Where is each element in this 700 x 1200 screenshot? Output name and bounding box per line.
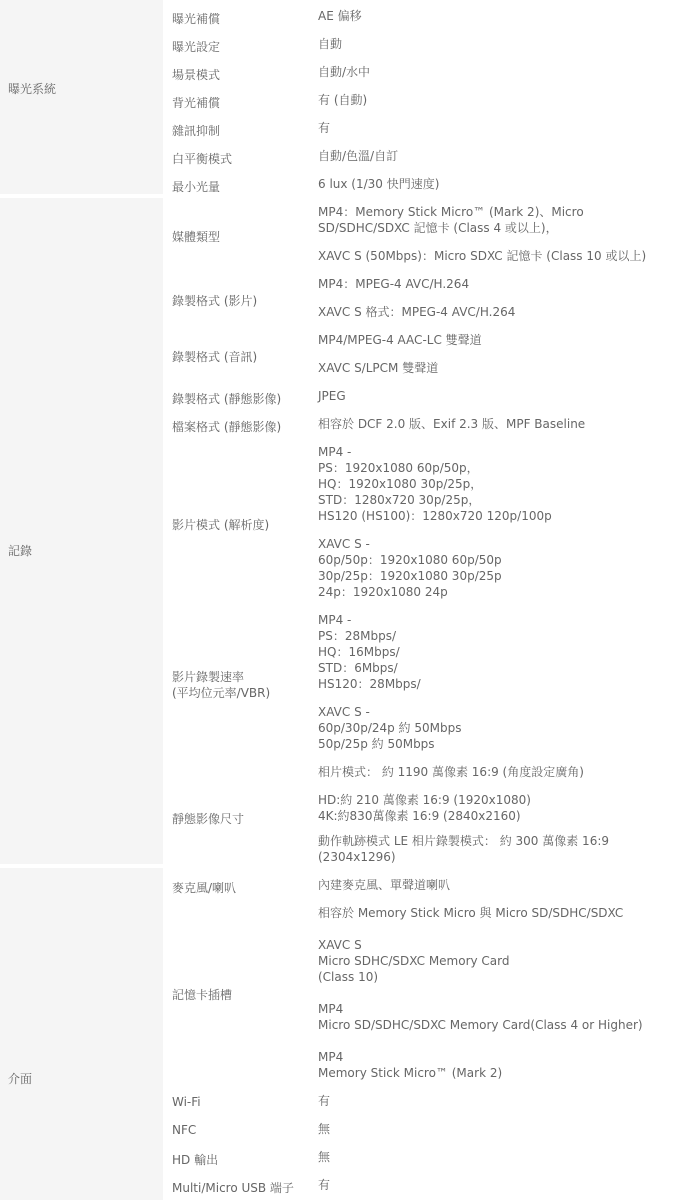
spec-value-line: XAVC S (318, 938, 362, 952)
spec-value-line: XAVC S - (318, 705, 370, 719)
spec-value-line: 30p/25p：1920x1080 30p/25p (318, 569, 502, 583)
spec-name: 靜態影像尺寸 (172, 812, 245, 826)
spec-value-line: PS：28Mbps/ (318, 629, 397, 643)
category-label-interface: 介面 (8, 1072, 33, 1086)
spec-value: 自動/水中 (318, 65, 371, 79)
spec-value-line: HS120 (HS100)：1280x720 120p/100p (318, 509, 552, 523)
spec-name: 白平衡模式 (172, 152, 233, 166)
category-cell-interface (0, 868, 163, 1200)
spec-name: Multi/Micro USB 端子 (172, 1181, 294, 1195)
spec-value: AE 偏移 (318, 9, 362, 23)
spec-value: 有 (318, 1178, 331, 1192)
category-label-exposure: 曝光系統 (8, 82, 57, 96)
spec-value: 6 lux (1/30 快門速度) (318, 177, 440, 191)
spec-value-line: 24p：1920x1080 24p (318, 585, 448, 599)
spec-value-line: XAVC S/LPCM 雙聲道 (318, 361, 439, 375)
spec-value-line: 50p/25p 約 50Mbps (318, 737, 435, 751)
spec-value-line: 60p/30p/24p 約 50Mbps (318, 721, 462, 735)
spec-name-line: (平均位元率/VBR) (172, 686, 271, 700)
spec-value-line: MP4：MPEG-4 AVC/H.264 (318, 277, 470, 291)
spec-name: 最小光量 (172, 180, 221, 194)
spec-value: JPEG (318, 389, 346, 403)
spec-value-line: Micro SD/SDHC/SDXC Memory Card(Class 4 or Higher) (318, 1018, 643, 1032)
spec-value-line: (Class 10) (318, 970, 379, 984)
spec-value-line: 相片模式： 約 1190 萬像素 16:9 (角度設定廣角) (318, 765, 584, 779)
category-cell-exposure (0, 0, 163, 194)
spec-name: NFC (172, 1123, 197, 1137)
spec-name: Wi-Fi (172, 1095, 201, 1109)
spec-value: 內建麥克風、單聲道喇叭 (318, 878, 451, 892)
spec-value-line: MP4 - (318, 613, 352, 627)
spec-name: 檔案格式 (靜態影像) (172, 420, 282, 434)
spec-value-line: Memory Stick Micro™ (Mark 2) (318, 1066, 503, 1080)
spec-name: 影片模式 (解析度) (172, 518, 270, 532)
spec-value-line: MP4 - (318, 445, 352, 459)
spec-name: 曝光設定 (172, 40, 221, 54)
spec-value-line: HS120：28Mbps/ (318, 677, 421, 691)
spec-value-line: SD/SDHC/SDXC 記憶卡 (Class 4 或以上)， (318, 221, 558, 235)
spec-value: 有 (318, 1094, 331, 1108)
spec-value-line: HQ：1920x1080 30p/25p， (318, 477, 483, 491)
spec-name: 麥克風/喇叭 (172, 881, 237, 895)
spec-value: 相容於 DCF 2.0 版、Exif 2.3 版、MPF Baseline (318, 417, 586, 431)
spec-value-line: MP4/MPEG-4 AAC-LC 雙聲道 (318, 333, 482, 347)
spec-name: 錄製格式 (音訊) (172, 350, 258, 364)
category-cell-recording (0, 198, 163, 864)
spec-value-line: 動作軌跡模式 LE 相片錄製模式： 約 300 萬像素 16:9 (318, 834, 610, 848)
spec-value: 無 (318, 1122, 331, 1136)
spec-value-line: MP4 (318, 1050, 344, 1064)
spec-name: 場景模式 (172, 68, 221, 82)
spec-value: 有 (自動) (318, 93, 368, 107)
spec-value-line: PS：1920x1080 60p/50p， (318, 461, 479, 475)
spec-value-line: XAVC S (50Mbps)：Micro SDXC 記憶卡 (Class 10 或以上) (318, 249, 647, 263)
spec-name: 錄製格式 (靜態影像) (172, 392, 282, 406)
spec-value-line: MP4：Memory Stick Micro™ (Mark 2)、Micro (318, 205, 584, 219)
spec-name: 記憶卡插槽 (172, 988, 233, 1002)
spec-value: 自動 (318, 37, 343, 51)
spec-value-line: 4K:約830萬像素 16:9 (2840x2160) (318, 809, 521, 823)
spec-name: 媒體類型 (172, 230, 221, 244)
spec-name: 錄製格式 (影片) (172, 294, 258, 308)
spec-value-line: Micro SDHC/SDXC Memory Card (318, 954, 510, 968)
spec-value: 自動/色溫/自訂 (318, 149, 399, 163)
spec-value-line: HD:約 210 萬像素 16:9 (1920x1080) (318, 793, 531, 807)
spec-value-line: 相容於 Memory Stick Micro 與 Micro SD/SDHC/SDXC (318, 906, 624, 920)
spec-value-line: HQ：16Mbps/ (318, 645, 400, 659)
spec-name: 曝光補償 (172, 12, 221, 26)
spec-value: 無 (318, 1150, 331, 1164)
spec-value-line: 60p/50p：1920x1080 60p/50p (318, 553, 502, 567)
spec-name: HD 輸出 (172, 1153, 219, 1167)
spec-value-line: (2304x1296) (318, 850, 396, 864)
spec-value-line: MP4 (318, 1002, 344, 1016)
spec-value: 有 (318, 121, 331, 135)
spec-name: 雜訊抑制 (172, 124, 221, 138)
spec-value-line: STD：1280x720 30p/25p， (318, 493, 481, 507)
spec-value-line: STD：6Mbps/ (318, 661, 398, 675)
spec-value-line: XAVC S 格式：MPEG-4 AVC/H.264 (318, 305, 516, 319)
spec-name-line: 影片錄製速率 (172, 670, 245, 684)
spec-value-line: XAVC S - (318, 537, 370, 551)
spec-name: 背光補償 (172, 96, 221, 110)
category-label-recording: 記錄 (8, 544, 33, 558)
